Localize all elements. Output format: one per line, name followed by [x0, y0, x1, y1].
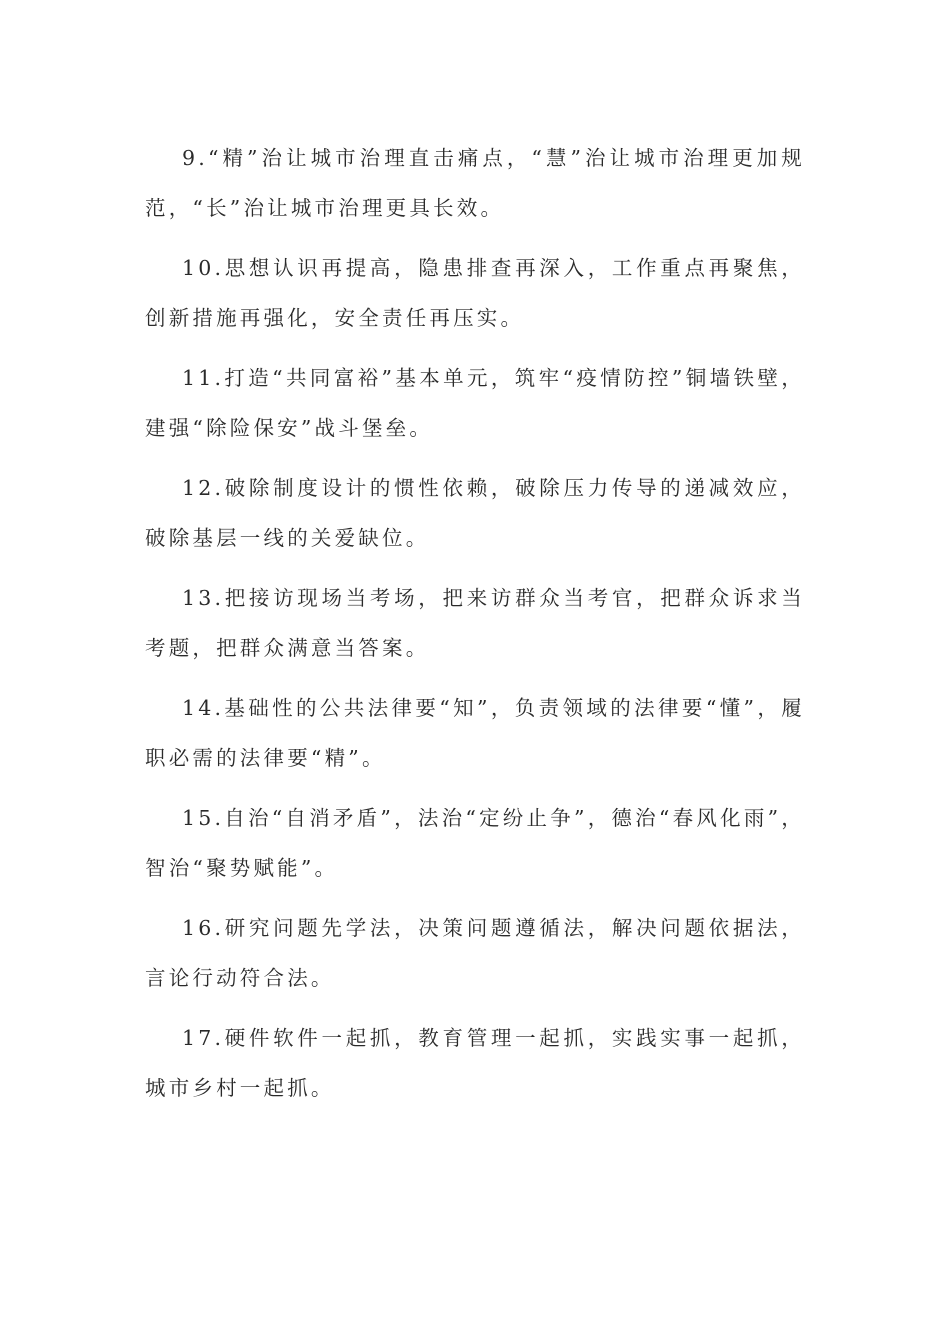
- list-item: 14.基础性的公共法律要“知”，负责领域的法律要“懂”，履职必需的法律要“精”。: [145, 696, 805, 770]
- list-item: 15.自治“自消矛盾”，法治“定纷止争”，德治“春风化雨”，智治“聚势赋能”。: [145, 806, 805, 880]
- list-item: 12.破除制度设计的惯性依赖，破除压力传导的递减效应，破除基层一线的关爱缺位。: [145, 476, 805, 550]
- list-item: 10.思想认识再提高，隐患排查再深入，工作重点再聚焦，创新措施再强化，安全责任再压实。: [145, 256, 805, 330]
- list-item: 9.“精”治让城市治理直击痛点，“慧”治让城市治理更加规范，“长”治让城市治理更具长效。: [145, 146, 805, 220]
- document-body: [145, 133, 805, 1123]
- list-item: 16.研究问题先学法，决策问题遵循法，解决问题依据法，言论行动符合法。: [145, 916, 805, 990]
- list-item: 13.把接访现场当考场，把来访群众当考官，把群众诉求当考题，把群众满意当答案。: [145, 586, 805, 660]
- list-item: 11.打造“共同富裕”基本单元，筑牢“疫情防控”铜墙铁壁，建强“除险保安”战斗堡垒。: [145, 366, 805, 440]
- list-item: 17.硬件软件一起抓，教育管理一起抓，实践实事一起抓，城市乡村一起抓。: [145, 1026, 805, 1100]
